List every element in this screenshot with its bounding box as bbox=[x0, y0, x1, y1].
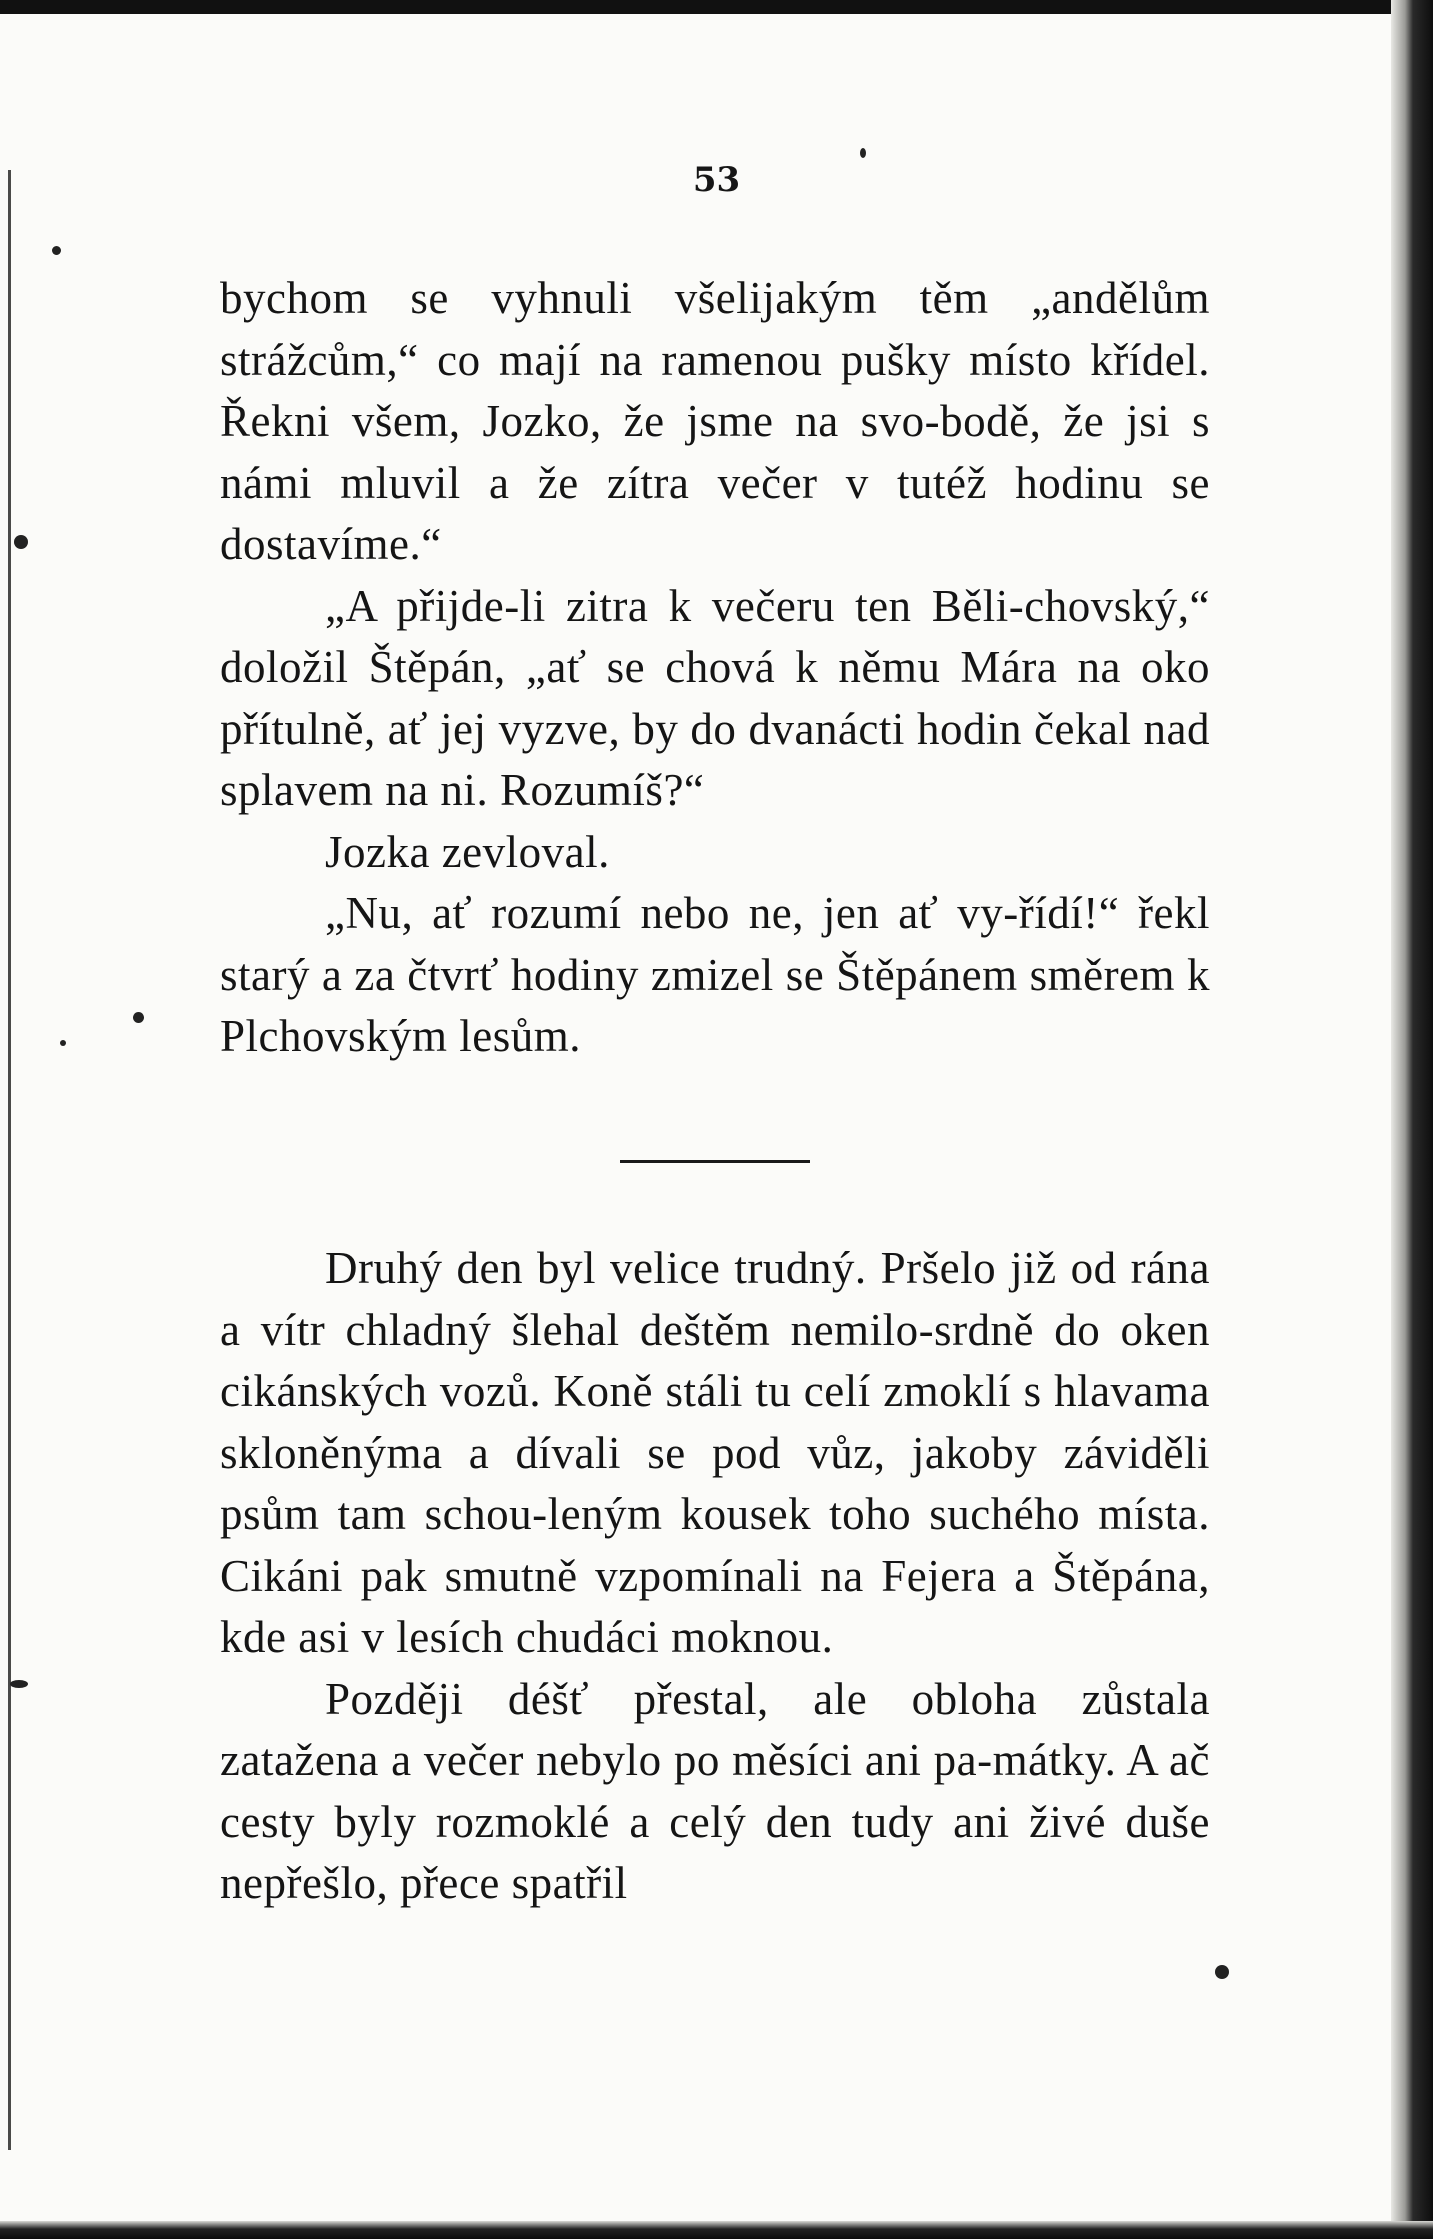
page-number: 53 bbox=[692, 160, 741, 200]
scan-speck bbox=[860, 148, 866, 158]
paragraph: Jozka zevloval. bbox=[325, 826, 610, 877]
section-divider bbox=[620, 1160, 810, 1163]
scan-speck bbox=[1215, 1965, 1229, 1979]
scan-speck bbox=[14, 535, 28, 549]
paragraph: Druhý den byl velice trudný. Pršelo již od rána a vítr chladný šlehal deštěm nemilo-srdně do oken cikánských vozů. Koně stáli tu celí zmoklí s hlavama skloněnýma a dívali se pod vůz, jakoby záviděli psům tam schou-leným kousek toho suchého místa. Cikáni pak smutně vzpomínali na Fejera a Štěpána, kde asi v lesích chudáci moknou. bbox=[220, 1243, 1210, 1662]
paragraph: „Nu, ať rozumí nebo ne, jen ať vy-řídí!“ řekl starý a za čtvrť hodiny zmizel se Štěpánem směrem k Plchovským lesům. bbox=[220, 888, 1210, 1061]
scan-edge-top bbox=[0, 0, 1433, 14]
paragraph: bychom se vyhnuli všelijakým těm „andělům strážcům,“ co mají na ramenou pušky místo křídel. Řekni všem, Jozko, že jsme na svo-bodě, že jsi s námi mluvil a že zítra večer v tutéž hodinu se dostavíme.“ bbox=[220, 273, 1210, 569]
text-block-after-divider bbox=[220, 1238, 1210, 1915]
scan-edge-bottom bbox=[0, 2221, 1433, 2239]
scan-edge-right bbox=[1391, 0, 1433, 2239]
scan-speck bbox=[60, 1040, 66, 1046]
text-block-before-divider bbox=[220, 268, 1210, 1068]
scan-speck bbox=[133, 1012, 144, 1023]
scan-edge-left bbox=[8, 170, 11, 2150]
scan-speck bbox=[52, 246, 61, 255]
paragraph: Později déšť přestal, ale obloha zůstala zatažena a večer nebylo po měsíci ani pa-mátky. A ač cesty byly rozmoklé a celý den tudy ani živé duše nepřešlo, přece spatřil bbox=[220, 1673, 1210, 1908]
paragraph: „A přijde-li zitra k večeru ten Běli-chovský,“ doložil Štěpán, „ať se chová k němu Mára na oko přítulně, ať jej vyzve, by do dvanácti hodin čekal nad splavem na ni. Rozumíš?“ bbox=[220, 580, 1210, 815]
scan-speck bbox=[10, 1680, 28, 1688]
